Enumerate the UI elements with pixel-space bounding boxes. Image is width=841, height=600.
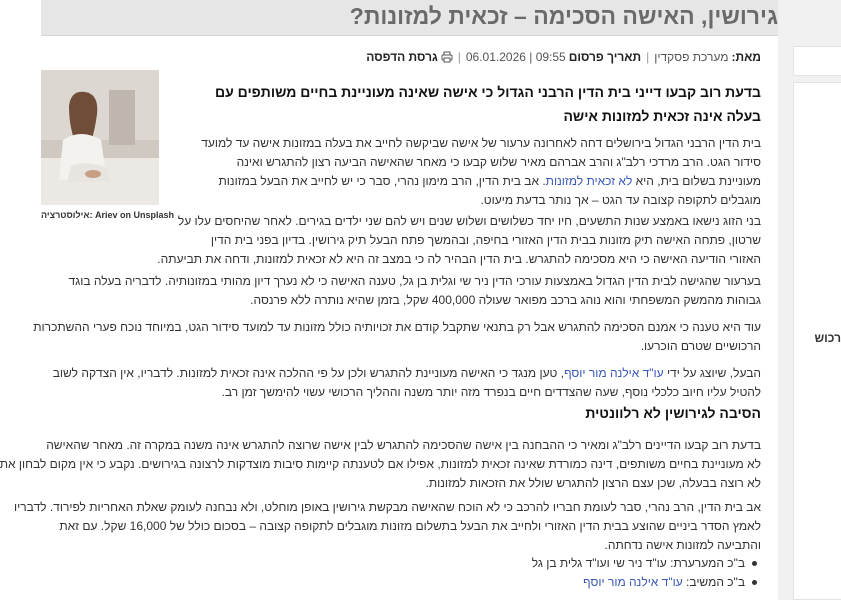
paragraph-line: לא מעוניינת בחיים משותפים, דינה כמורדת שאינה זכאית למזונות, אפילו אם לטענתה קיימות סיבות מוצדקות לרצונה בגירושים. נקבע כי אין מקום לבחון את: [0, 457, 761, 471]
text-fragment: . אב בית הדין, הרב מימון נהרי, סבר כי יש לחייב את הבעל במזונות: [218, 174, 546, 188]
paragraph-line: לאמץ הסדר ביניים שהוצע בבית הדין האזורי ולחייב את הבעל בתשלום מזונות מוגבלים לתקופה קצובה – בסכום כולל של 16,000 שקל. עם זאת: [59, 519, 761, 533]
paragraph-line: האזורי הודיעה האישה כי היא מסכימה להתגרש. בית הדין הבהיר לה כי במצב זה היא לא זכאית למזונות, ודחה את תביעתה.: [157, 252, 761, 266]
woman-illustration-image: [41, 70, 159, 205]
paragraph: [0, 436, 761, 493]
paragraph: [68, 272, 761, 310]
author-label: מאת:: [731, 50, 761, 64]
text-fragment: , טען מנגד כי האישה מעוניינת להתגרש ולכן על פי ההלכה אינה זכאית למזונות. לדבריו, אין הצדקה לשוב: [52, 366, 565, 380]
printer-icon: [441, 51, 453, 63]
paragraph: [14, 498, 761, 555]
meta-separator: |: [457, 50, 461, 64]
author-name[interactable]: מערכת פסקדין: [654, 50, 729, 64]
article-lead: [161, 80, 761, 128]
print-label: גרסת הדפסה: [366, 50, 438, 64]
sidebar-widget: [793, 82, 841, 600]
alimony-link[interactable]: לא זכאית למזונות: [545, 174, 633, 188]
paragraph-line: סידור הגט. הרב מרדכי רלב"ג והרב אברהם מאיר שלוש קבעו כי מאחר שהאישה הביעה רצון להתגרש ואינה: [236, 155, 761, 169]
paragraph-line: גבוהות מהמשק המשפחתי והוא נוהג ברכב מפואר שעולה 400,000 שקל, בזמן שהיא נותרה ללא פרנסה.: [250, 293, 761, 307]
paragraph-line: לא רוצה בבעלה, שכן עצם הרצון להתגרש שולל את הזכאות למזונות.: [425, 476, 761, 490]
meta-separator: |: [646, 50, 650, 64]
paragraph: [161, 134, 761, 210]
article-content: [0, 36, 761, 600]
paragraph-line: בני הזוג נישאו באמצע שנות התשעים, חיו יחד כשלושים ושלוש שנים ויש להם שני ילדים בגירים. לאחר שהיחסים עלו על: [177, 214, 761, 228]
paragraph-line: עוד היא טענה כי אמנם הסכימה להתגרש אבל רק בתנאי שתקבל קודם את זכויותיה כולל מזונות עד למועד סידור הגט, במיוחד נוכח פערי ההשתכרות: [33, 320, 761, 334]
party-label: ב"כ המערערת:: [670, 556, 745, 570]
text-fragment: הבעל, שיוצג על ידי: [663, 366, 761, 380]
list-item: [532, 554, 761, 573]
paragraph-line: בערעור שהגישה לבית הדין הגדול באמצעות עורכי הדין ניר שי וגלית בן גל, טענה האישה כי לא נערך דיון מהותי במזונותיה. לדבריה בעלה בוגד: [68, 274, 761, 288]
paragraph-line: [53, 364, 761, 383]
list-item: [532, 573, 761, 592]
paragraph-line: בית הדין הרבני הגדול בירושלים דחה לאחרונה ערעור של אישה שביקשה לחייב את בעלה במזונות אישה עד למועד: [201, 136, 761, 150]
lawyer-link[interactable]: עו"ד אילנה מור יוסף: [564, 366, 664, 380]
paragraph: [53, 364, 761, 402]
paragraph-line: הרכושיים שטרם הוכרעו.: [640, 339, 761, 353]
paragraph-line: בדעת רוב קבעו הדיינים רלב"ג ומאיר כי ההבחנה בין אישה שהסכימה להתגרש לבין אישה שרוצה להתגרש אינה משנה במקרה זה. מאחר שהאישה: [46, 438, 761, 452]
party-value: עו"ד ניר שי ועו"ד גלית בן גל: [531, 556, 667, 570]
paragraph-line: [161, 172, 761, 191]
article-meta: [366, 50, 761, 64]
publish-date: 06.01.2026 | 09:55: [465, 50, 566, 64]
lead-line: בעלה אינה זכאית למזונות אישה: [563, 108, 761, 124]
paragraph-line: להטיל עליו חיוב כלכלי נוסף, שעה שהצדדים חיים בנפרד מזה יותר משנה וההליך הרכושי עשוי להימשך זמן רב.: [221, 385, 761, 399]
lead-line: בדעת רוב קבעו דייני בית הדין הרבני הגדול כי אישה שאינה מעוניינת בחיים משותפים עם: [215, 84, 761, 100]
sidebar-card: [793, 46, 841, 76]
section-heading: הסיבה לגירושין לא רלוונטית: [585, 405, 761, 421]
paragraph-line: והתביעה למזונות אישה נדחתה.: [604, 538, 761, 552]
paragraph-line: שרטון, פתחה האישה תיק מזונות בבית הדין האזורי בחיפה, ובהמשך פתח הבעל תיק גירושין. בדיון בפני בית הדין: [210, 233, 761, 247]
text-fragment: מעוניינת בשלום בית, היא: [632, 174, 761, 188]
party-label: ב"כ המשיב:: [686, 575, 745, 589]
photo-credit: אילוסטרציה: Ariev on Unsplash: [41, 210, 174, 220]
article-title-bar: [41, 0, 778, 36]
paragraph: [33, 318, 761, 356]
paragraph: [157, 212, 761, 269]
respondent-lawyer-link[interactable]: עו"ד אילנה מור יוסף: [583, 575, 683, 589]
date-label: תאריך פרסום: [568, 50, 642, 64]
paragraph-line: מוגבלים לתקופה קצובה עד הגט – אך נותר בדעת מיעוט.: [480, 193, 761, 207]
sidebar-category-label[interactable]: רכוש: [814, 331, 841, 345]
print-button[interactable]: [366, 50, 452, 64]
paragraph-line: אב בית הדין, הרב נהרי, סבר לעומת חבריו להרכב כי לא הוכח שהאישה מבקשת גירושין באופן מוחלט, ולא נבחנה לעומק שאלת האחריות לפירוד. לדבריו: [14, 500, 761, 514]
article-photo[interactable]: [41, 70, 159, 205]
article-title: גירושין, האישה הסכימה – זכאית למזונות?: [349, 3, 778, 29]
case-parties-list: [532, 554, 761, 592]
